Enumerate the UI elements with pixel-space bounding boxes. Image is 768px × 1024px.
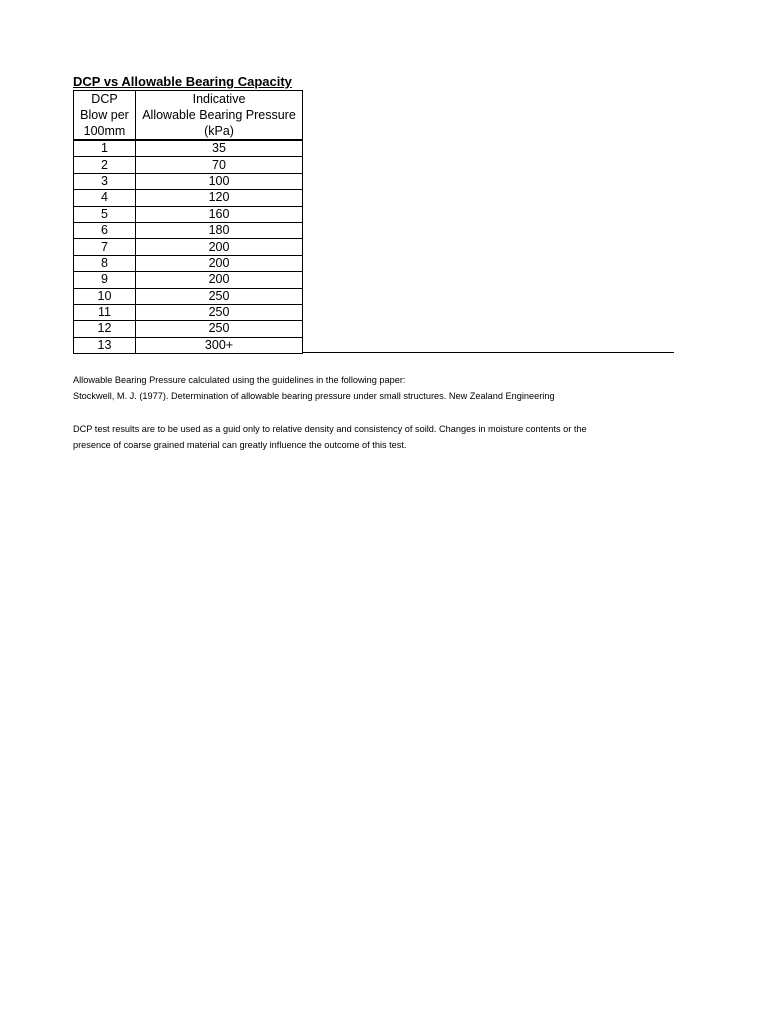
table-row (74, 321, 303, 337)
cell-blows: 7 (74, 239, 136, 255)
cell-blows: 13 (74, 337, 136, 353)
cell-blows: 8 (74, 255, 136, 271)
divider-line (303, 352, 674, 353)
cell-blows: 12 (74, 321, 136, 337)
cell-pressure: 250 (136, 321, 303, 337)
header-bearing-pressure (136, 91, 303, 141)
cell-pressure: 200 (136, 272, 303, 288)
header-line: DCP (91, 92, 118, 106)
cell-blows: 5 (74, 206, 136, 222)
reference-intro: Allowable Bearing Pressure calculated using the guidelines in the following paper: (73, 375, 406, 385)
header-line: 100mm (83, 124, 126, 138)
table-row (74, 190, 303, 206)
cell-pressure: 35 (136, 140, 303, 157)
cell-blows: 11 (74, 304, 136, 320)
cell-pressure: 160 (136, 206, 303, 222)
table-row (74, 140, 303, 157)
cell-pressure: 200 (136, 239, 303, 255)
table-row (74, 304, 303, 320)
table-row (74, 157, 303, 173)
cell-pressure: 200 (136, 255, 303, 271)
table-header-row (74, 91, 303, 141)
cell-pressure: 300+ (136, 337, 303, 353)
disclaimer-line-1: DCP test results are to be used as a guid only to relative density and consistency of soild. Changes in moisture contents or the (73, 424, 587, 434)
cell-pressure: 250 (136, 304, 303, 320)
header-line: Allowable Bearing Pressure (142, 108, 296, 122)
table-body (74, 140, 303, 354)
table-row (74, 239, 303, 255)
header-line: Indicative (192, 92, 246, 106)
cell-pressure: 180 (136, 222, 303, 238)
table-row (74, 337, 303, 353)
cell-blows: 4 (74, 190, 136, 206)
cell-pressure: 70 (136, 157, 303, 173)
cell-pressure: 100 (136, 173, 303, 189)
table-row (74, 288, 303, 304)
cell-pressure: 250 (136, 288, 303, 304)
page-title: DCP vs Allowable Bearing Capacity (73, 74, 292, 89)
table-row (74, 173, 303, 189)
bearing-capacity-table (73, 90, 303, 354)
cell-blows: 2 (74, 157, 136, 173)
table-row (74, 272, 303, 288)
header-line: (kPa) (204, 124, 234, 138)
table-row (74, 255, 303, 271)
cell-blows: 10 (74, 288, 136, 304)
disclaimer-line-2: presence of coarse grained material can greatly influence the outcome of this test. (73, 440, 407, 450)
cell-blows: 3 (74, 173, 136, 189)
cell-blows: 9 (74, 272, 136, 288)
header-dcp-blows (74, 91, 136, 141)
table-row (74, 206, 303, 222)
cell-blows: 1 (74, 140, 136, 157)
cell-blows: 6 (74, 222, 136, 238)
header-line: Blow per (80, 108, 129, 122)
table-row (74, 222, 303, 238)
cell-pressure: 120 (136, 190, 303, 206)
reference-citation: Stockwell, M. J. (1977). Determination of allowable bearing pressure under small structures. New Zealand Engineering (73, 391, 555, 401)
